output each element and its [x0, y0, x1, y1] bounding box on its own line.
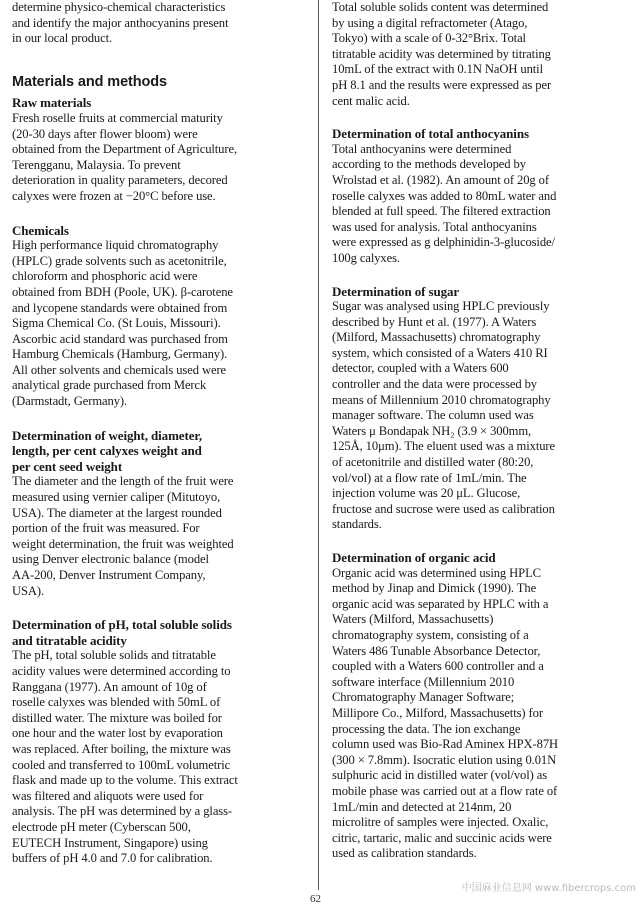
organic-line: coupled with a Waters 600 controller and a [332, 659, 544, 674]
weight-line: portion of the fruit was measured. For [12, 521, 200, 536]
chem-line: All other solvents and chemicals used were [12, 362, 227, 377]
weight-line: The diameter and the length of the fruit were [12, 474, 234, 489]
organic-line: 1mL/min and detected at 214nm, 20 [332, 799, 512, 814]
organic-line: method by Jinap and Dimick (1990). The [332, 581, 537, 596]
ph-line: roselle calyxes was blended with 50mL of [12, 695, 221, 710]
chem-line: analytical grade purchased from Merck [12, 378, 207, 393]
sugar-line: system, which consisted of a Waters 410 RI [332, 345, 548, 360]
organic-line: (300 × 7.8mm). Isocratic elution using 0.01N [332, 752, 557, 767]
raw-line: calyxes were frozen at −20°C before use. [12, 188, 216, 203]
antho-line: roselle calyxes was added to 80mL water and [332, 188, 557, 203]
organic-line: Waters (Milford, Massachusetts) [332, 612, 494, 627]
weight-line: USA). [12, 583, 45, 598]
page-number: 62 [310, 893, 321, 905]
intro-line: in our local product. [12, 31, 113, 46]
chem-line: Hamburg Chemicals (Hamburg, Germany). [12, 347, 228, 362]
sugar-line: fructose and sucrose were used as calibration [332, 501, 555, 516]
organic-line: chromatography system, consisting of a [332, 627, 529, 642]
sugar-line: (Milford, Massachusetts) chromatography [332, 330, 541, 345]
ph-line: buffers of pH 4.0 and 7.0 for calibration. [12, 851, 213, 866]
ph-line: The pH, total soluble solids and titratable [12, 648, 216, 663]
chem-line: and lycopene standards were obtained from [12, 300, 228, 315]
tss-line: cent malic acid. [332, 93, 410, 108]
antho-line: was used for analysis. Total anthocyanins [332, 219, 537, 234]
subheading-organic-acid: Determination of organic acid [332, 550, 496, 565]
ph-line: cooled and transferred to 100mL volumetric [12, 757, 231, 772]
weight-line: using Denver electronic balance (model [12, 552, 209, 567]
section-title-materials-methods: Materials and methods [12, 73, 168, 90]
subheading-weight: per cent seed weight [12, 458, 123, 474]
organic-line: column used was Bio-Rad Aminex HPX-87H [332, 737, 559, 752]
tss-line: 10mL of the extract with 0.1N NaOH until [332, 62, 543, 77]
antho-line: Total anthocyanins were determined [332, 141, 512, 156]
sugar-line: vol/vol) at a flow rate of 1mL/min. The [332, 470, 527, 485]
column-divider [318, 0, 319, 890]
subheading-ph: Determination of pH, total soluble solids [12, 617, 232, 633]
chem-line: chloroform and phosphoric acid were [12, 269, 198, 284]
antho-line: according to the methods developed by [332, 157, 526, 172]
sugar-line: detector, coupled with a Waters 600 [332, 361, 509, 376]
sugar-line: injection volume was 20 μL. Glucose, [332, 486, 521, 501]
organic-line: citric, tartaric, malic and succinic acids were [332, 830, 552, 845]
weight-line: AA-200, Denver Instrument Company, [12, 568, 206, 582]
sugar-line: standards. [332, 517, 382, 532]
chem-line: Ascorbic acid standard was purchased from [12, 331, 228, 346]
sugar-line: controller and the data were processed by [332, 377, 538, 392]
right-column [332, 0, 632, 862]
sugar-line: Waters μ Bondapak NH₂ (3.9 × 300mm, [332, 423, 532, 438]
sugar-line: manager software. The column used was [332, 408, 534, 423]
ph-line: one hour and the water lost by evaporation [12, 726, 223, 741]
sugar-line: means of Millennium 2010 chromatography [332, 392, 551, 407]
chem-line: obtained from BDH (Poole, UK). β-carotene [12, 284, 233, 299]
subheading-anthocyanins: Determination of total anthocyanins [332, 126, 529, 142]
sugar-line: Sugar was analysed using HPLC previously [332, 299, 550, 314]
ph-line: distilled water. The mixture was boiled for [12, 710, 222, 725]
antho-line: blended at full speed. The filtered extraction [332, 204, 551, 219]
sugar-line: 125Å, 10μm). The eluent used was a mixture [332, 439, 556, 454]
organic-line: software interface (Millennium 2010 [332, 674, 515, 689]
ph-line: Ranggana (1977). An amount of 10g of [12, 679, 207, 694]
subheading-ph: and titratable acidity [12, 632, 127, 648]
organic-line: organic acid was separated by HPLC with a [332, 596, 549, 611]
organic-line: used as calibration standards. [332, 846, 477, 861]
antho-line: were expressed as g delphinidin-3-glucoside/ [332, 235, 555, 250]
tss-line: Tokyo) with a scale of 0-32°Brix. Total [332, 31, 526, 46]
tss-line: by using a digital refractometer (Atago, [332, 15, 528, 30]
raw-line: Terengganu, Malaysia. To prevent [12, 157, 181, 172]
organic-line: mobile phase was carried out at a flow rate of [332, 783, 558, 798]
tss-line: Total soluble solids content was determined [332, 0, 549, 14]
ph-line: electrode pH meter (Cyberscan 500, [12, 819, 191, 834]
organic-line: microlitre of samples were injected. Oxalic, [332, 815, 549, 830]
organic-line: Chromatography Manager Software; [332, 690, 515, 705]
raw-line: obtained from the Department of Agriculture, [12, 142, 238, 157]
subheading-chemicals: Chemicals [12, 222, 69, 238]
raw-line: (20-30 days after flower bloom) were [12, 126, 198, 141]
chem-line: (HPLC) grade solvents such as acetonitrile, [12, 253, 227, 268]
weight-line: measured using vernier caliper (Mitutoyo, [12, 490, 221, 505]
subheading-sugar: Determination of sugar [332, 283, 460, 299]
site-watermark: 中国麻业信息网 www.fibercrops.com [461, 883, 636, 894]
antho-line: Wrolstad et al. (1982). An amount of 20g of [332, 172, 549, 187]
tss-line: pH 8.1 and the results were expressed as per [332, 77, 552, 92]
organic-line: Waters 486 Tunable Absorbance Detector, [332, 643, 541, 658]
organic-line: sulphuric acid in distilled water (vol/vol) as [332, 768, 548, 783]
weight-line: USA). The diameter at the largest rounded [12, 505, 222, 520]
sugar-line: of acetonitrile and distilled water (80:20, [332, 455, 534, 470]
ph-line: was replaced. After boiling, the mixture was [12, 741, 231, 756]
ph-line: flask and made up to the volume. This extract [12, 773, 238, 788]
organic-line: Organic acid was determined using HPLC [332, 565, 541, 580]
subheading-weight: Determination of weight, diameter, [12, 427, 202, 443]
ph-line: acidity values were determined according to [12, 663, 231, 678]
subheading-raw-materials: Raw materials [12, 95, 92, 111]
sugar-line: described by Hunt et al. (1977). A Waters [332, 314, 537, 329]
organic-line: processing the data. The ion exchange [332, 721, 521, 736]
chem-line: Sigma Chemical Co. (St Louis, Missouri). [12, 316, 221, 331]
ph-line: EUTECH Instrument, Singapore) using [12, 835, 208, 850]
organic-line: Millipore Co., Milford, Massachusetts) for [332, 705, 543, 720]
antho-line: 100g calyxes. [332, 250, 400, 265]
tss-line: titratable acidity was determined by titrating [332, 46, 551, 61]
intro-line: and identify the major anthocyanins present [12, 15, 229, 30]
raw-line: deterioration in quality parameters, decored [12, 173, 228, 188]
chem-line: (Darmstadt, Germany). [12, 394, 128, 409]
chem-line: High performance liquid chromatography [12, 238, 219, 253]
raw-line: Fresh roselle fruits at commercial maturity [12, 110, 223, 125]
left-column [12, 0, 310, 867]
intro-line: determine physico-chemical characteristics [12, 0, 226, 14]
subheading-weight: length, per cent calyxes weight and [12, 443, 202, 459]
weight-line: weight determination, the fruit was weighted [12, 536, 234, 551]
ph-line: was filtered and aliquots were used for [12, 788, 204, 803]
ph-line: analysis. The pH was determined by a glass- [12, 804, 233, 819]
